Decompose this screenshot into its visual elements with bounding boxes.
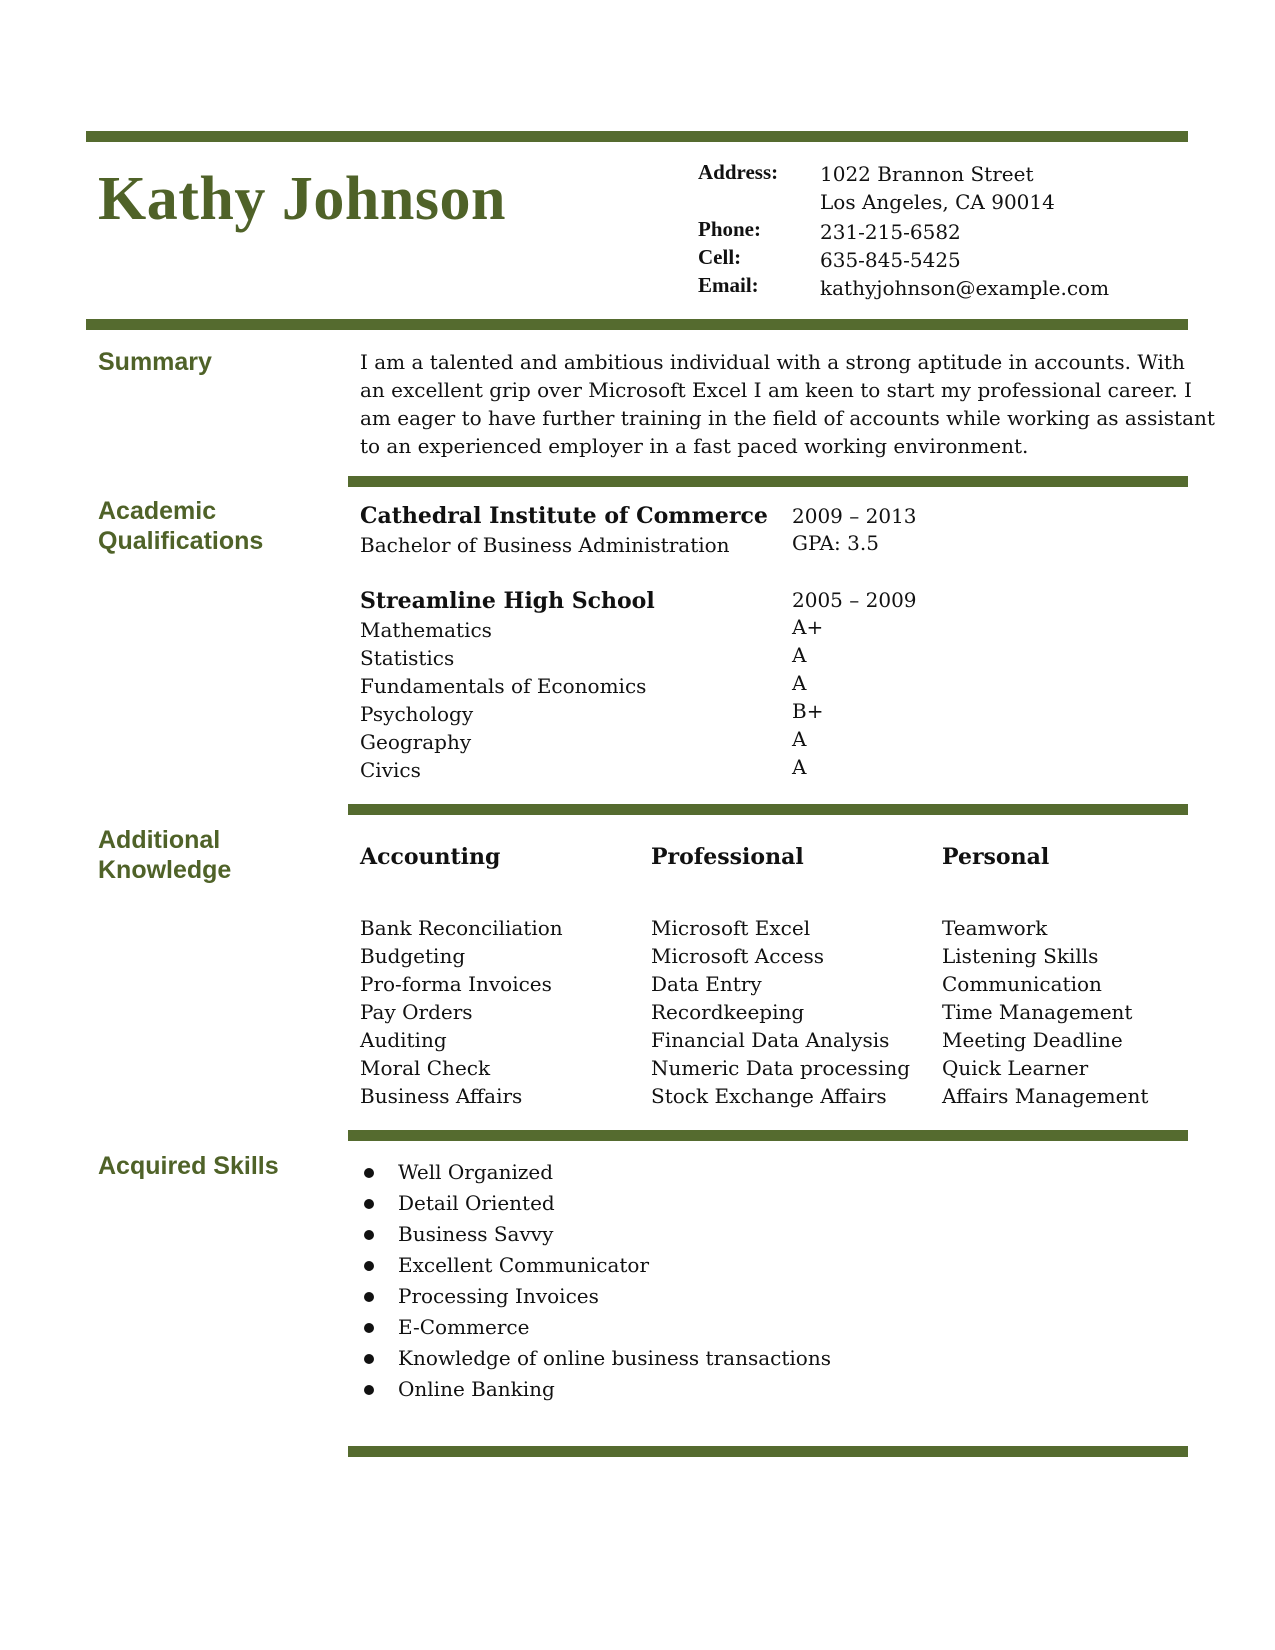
knowledge-column-heading: Accounting — [360, 844, 501, 870]
summary-text — [360, 348, 1215, 460]
knowledge-item: Pay Orders — [360, 1000, 473, 1024]
phone-value: 231-215-6582 — [820, 220, 961, 244]
knowledge-item: Recordkeeping — [651, 1000, 805, 1024]
bullet-icon — [364, 1354, 374, 1364]
knowledge-item: Listening Skills — [942, 944, 1099, 968]
knowledge-heading-line1: Additional — [98, 826, 221, 854]
bullet-icon — [364, 1230, 374, 1240]
knowledge-item: Meeting Deadline — [942, 1028, 1123, 1052]
subject-grade: B+ — [792, 699, 824, 723]
bullet-icon — [364, 1292, 374, 1302]
skill-label: Processing Invoices — [398, 1284, 599, 1308]
knowledge-item: Microsoft Excel — [651, 916, 811, 940]
list-item — [360, 1157, 1160, 1188]
knowledge-rule — [348, 804, 1188, 815]
skills-heading: Acquired Skills — [98, 1152, 279, 1180]
knowledge-column-professional — [651, 842, 931, 1110]
skill-label: Excellent Communicator — [398, 1253, 650, 1277]
academic-heading-line1: Academic — [98, 497, 217, 525]
subject-name: Geography — [360, 730, 472, 754]
knowledge-item: Communication — [942, 972, 1102, 996]
school-name: Streamline High School — [360, 588, 655, 614]
knowledge-columns — [360, 842, 1180, 1132]
bullet-icon — [364, 1168, 374, 1178]
bullet-icon — [364, 1199, 374, 1209]
skill-label: Well Organized — [398, 1160, 554, 1184]
address-line1: 1022 Brannon Street — [820, 162, 1034, 186]
subject-name: Fundamentals of Economics — [360, 674, 647, 698]
knowledge-item: Numeric Data processing — [651, 1056, 911, 1080]
bullet-icon — [364, 1323, 374, 1333]
academic-table — [360, 502, 1180, 792]
header-bottom-rule — [86, 319, 1188, 330]
contact-block — [698, 160, 1178, 310]
summary-heading: Summary — [98, 348, 212, 376]
bullet-icon — [364, 1261, 374, 1271]
person-name: Kathy Johnson — [98, 165, 506, 233]
knowledge-heading — [98, 825, 231, 885]
list-item — [360, 1281, 1160, 1312]
list-item — [360, 1219, 1160, 1250]
header-top-rule — [86, 131, 1188, 142]
academic-heading — [98, 496, 263, 556]
knowledge-column-accounting — [360, 842, 640, 1110]
email-label: Email: — [698, 273, 759, 297]
knowledge-item: Business Affairs — [360, 1084, 523, 1108]
subject-grade: A+ — [792, 615, 824, 639]
address-line2: Los Angeles, CA 90014 — [820, 190, 1055, 214]
knowledge-item: Budgeting — [360, 944, 466, 968]
summary-line: to an experienced employer in a fast paced working environment. — [360, 434, 1029, 458]
cell-label: Cell: — [698, 245, 742, 269]
college-degree: Bachelor of Business Administration — [360, 533, 730, 557]
knowledge-item: Moral Check — [360, 1056, 491, 1080]
knowledge-item: Stock Exchange Affairs — [651, 1084, 887, 1108]
skill-label: E-Commerce — [398, 1315, 530, 1339]
knowledge-item: Data Entry — [651, 972, 762, 996]
subject-name: Civics — [360, 758, 421, 782]
bullet-icon — [364, 1385, 374, 1395]
academic-heading-line2: Qualifications — [98, 527, 264, 555]
list-item — [360, 1250, 1160, 1281]
knowledge-item: Quick Learner — [942, 1056, 1089, 1080]
college-gpa: GPA: 3.5 — [792, 531, 879, 555]
email-value: kathyjohnson@example.com — [820, 276, 1110, 300]
skill-label: Knowledge of online business transactions — [398, 1346, 831, 1370]
summary-line: am eager to have further training in the field of accounts while working as assistant — [360, 406, 1215, 430]
school-years: 2005 – 2009 — [792, 588, 917, 612]
subject-name: Psychology — [360, 702, 474, 726]
subject-name: Statistics — [360, 646, 455, 670]
subject-grade: A — [792, 643, 807, 667]
skill-label: Detail Oriented — [398, 1191, 555, 1215]
knowledge-item: Auditing — [360, 1028, 447, 1052]
skill-label: Online Banking — [398, 1377, 555, 1401]
skill-label: Business Savvy — [398, 1222, 554, 1246]
knowledge-item: Bank Reconciliation — [360, 916, 563, 940]
skills-list — [360, 1157, 1160, 1405]
subject-grade: A — [792, 671, 807, 695]
knowledge-item: Affairs Management — [942, 1084, 1149, 1108]
list-item — [360, 1188, 1160, 1219]
knowledge-item: Financial Data Analysis — [651, 1028, 890, 1052]
subject-grade: A — [792, 727, 807, 751]
list-item — [360, 1343, 1160, 1374]
knowledge-item: Pro-forma Invoices — [360, 972, 552, 996]
knowledge-item: Time Management — [942, 1000, 1133, 1024]
phone-label: Phone: — [698, 217, 761, 241]
list-item — [360, 1374, 1160, 1405]
knowledge-column-heading: Personal — [942, 844, 1050, 870]
college-years: 2009 – 2013 — [792, 504, 917, 528]
knowledge-item: Microsoft Access — [651, 944, 824, 968]
academic-rule — [348, 476, 1188, 487]
summary-line: an excellent grip over Microsoft Excel I am keen to start my professional career. I — [360, 378, 1192, 402]
footer-rule — [348, 1446, 1188, 1457]
subject-name: Mathematics — [360, 618, 492, 642]
knowledge-column-personal — [942, 842, 1222, 1110]
list-item — [360, 1312, 1160, 1343]
subject-grade: A — [792, 755, 807, 779]
cell-value: 635-845-5425 — [820, 248, 961, 272]
knowledge-heading-line2: Knowledge — [98, 856, 232, 884]
address-label: Address: — [698, 160, 779, 184]
summary-line: I am a talented and ambitious individual with a strong aptitude in accounts. With — [360, 350, 1185, 374]
knowledge-item: Teamwork — [942, 916, 1048, 940]
college-name: Cathedral Institute of Commerce — [360, 503, 768, 529]
knowledge-column-heading: Professional — [651, 844, 804, 870]
